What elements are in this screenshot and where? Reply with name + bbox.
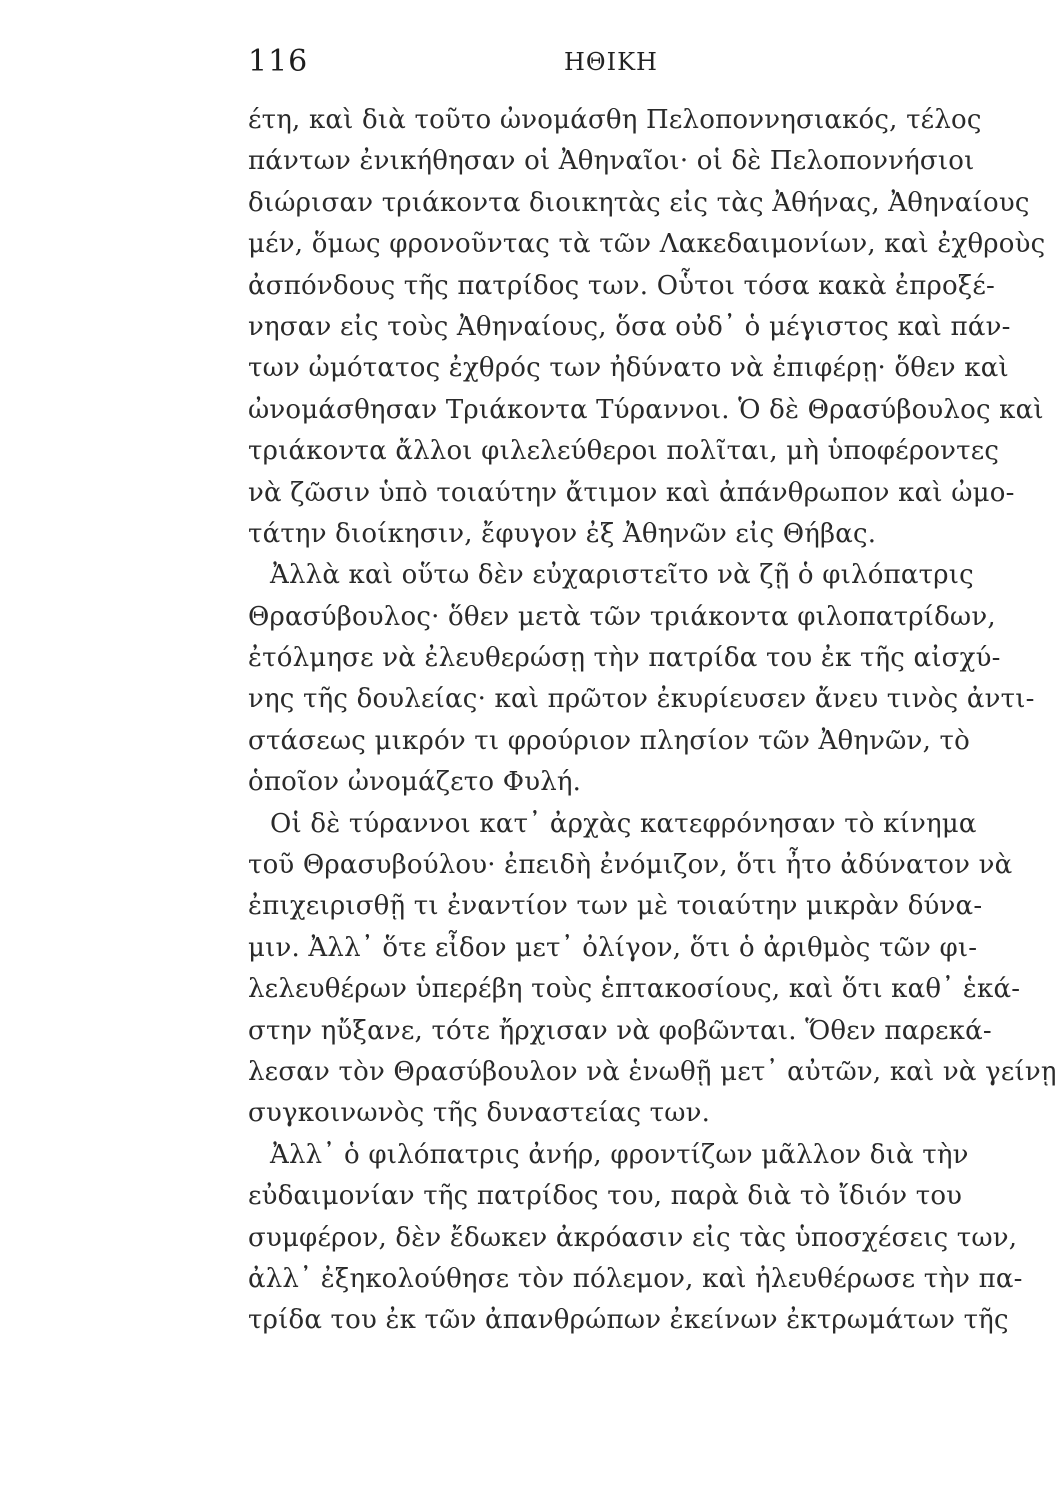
paragraph-start-line: Οἱ δὲ τύραννοι κατ᾿ ἀρχὰς κατεφρόνησαν τὸ κίνημα xyxy=(270,808,977,839)
text-line: συμφέρον, δὲν ἔδωκεν ἀκρόασιν εἰς τὰς ὑποσχέσεις των, xyxy=(248,1222,1018,1253)
page-number: 116 xyxy=(248,44,309,79)
text-line: πάντων ἐνικήθησαν οἱ Ἀθηναῖοι· οἱ δὲ Πελοποννήσιοι xyxy=(248,146,975,177)
body-text xyxy=(248,100,1057,1342)
text-line: συγκοινωνὸς τῆς δυναστείας των. xyxy=(248,1098,711,1129)
page-header xyxy=(248,44,960,92)
text-line: ἐπιχειρισθῇ τι ἐναντίον των μὲ τοιαύτην μικρὰν δύνα- xyxy=(248,891,983,922)
paragraph-start-line: Ἀλλ᾿ ὁ φιλόπατρις ἀνήρ, φροντίζων μᾶλλον διὰ τὴν xyxy=(270,1139,969,1170)
text-line: των ὠμότατος ἐχθρός των ἠδύνατο νὰ ἐπιφέρῃ· ὅθεν καὶ xyxy=(248,353,1009,384)
text-line: τριάκοντα ἄλλοι φιλελεύθεροι πολῖται, μὴ ὑποφέροντες xyxy=(248,436,1000,467)
text-line: ἀλλ᾿ ἐξηκολούθησε τὸν πόλεμον, καὶ ἠλευθέρωσε τὴν πα- xyxy=(248,1263,1023,1294)
text-line: λεσαν τὸν Θρασύβουλον νὰ ἑνωθῇ μετ᾿ αὐτῶν, καὶ νὰ γείνῃ xyxy=(248,1056,1057,1087)
text-line: λελευθέρων ὑπερέβη τοὺς ἑπτακοσίους, καὶ ὅτι καθ᾿ ἑκά- xyxy=(248,974,1021,1005)
text-line: ἀσπόνδους τῆς πατρίδος των. Οὗτοι τόσα κακὰ ἐπροξέ- xyxy=(248,270,995,301)
text-line: στάσεως μικρόν τι φρούριον πλησίον τῶν Ἀθηνῶν, τὸ xyxy=(248,725,970,756)
text-line: νησαν εἰς τοὺς Ἀθηναίους, ὅσα οὐδ᾿ ὁ μέγιστος καὶ πάν- xyxy=(248,311,1011,342)
text-line: ὠνομάσθησαν Τριάκοντα Τύραννοι. Ὁ δὲ Θρασύβουλος καὶ xyxy=(248,394,1044,425)
running-title: ΗΘΙΚΗ xyxy=(564,48,658,76)
text-line: Θρασύβουλος· ὅθεν μετὰ τῶν τριάκοντα φιλοπατρίδων, xyxy=(248,601,996,632)
text-line: εὐδαιμονίαν τῆς πατρίδος του, παρὰ διὰ τὸ ἴδιόν του xyxy=(248,1181,963,1212)
text-line: τάτην διοίκησιν, ἔφυγον ἐξ Ἀθηνῶν εἰς Θήβας. xyxy=(248,518,877,549)
paragraph-start-line: Ἀλλὰ καὶ οὕτω δὲν εὐχαριστεῖτο νὰ ζῇ ὁ φιλόπατρις xyxy=(270,560,974,591)
text-line: νης τῆς δουλείας· καὶ πρῶτον ἐκυρίευσεν ἄνευ τινὸς ἀντι- xyxy=(248,684,1035,715)
text-line: έτη, καὶ διὰ τοῦτο ὠνομάσθη Πελοποννησιακός, τέλος xyxy=(248,105,982,135)
text-line: ὁποῖον ὠνομάζετο Φυλή. xyxy=(248,767,582,798)
text-line: διώρισαν τριάκοντα διοικητὰς εἰς τὰς Ἀθήνας, Ἀθηναίους xyxy=(248,187,1030,218)
text-line: μιν. Ἀλλ᾿ ὅτε εἶδον μετ᾿ ὀλίγον, ὅτι ὁ ἀριθμὸς τῶν φι- xyxy=(248,932,978,963)
text-line: τρίδα του ἐκ τῶν ἀπανθρώπων ἐκείνων ἐκτρωμάτων τῆς xyxy=(248,1305,1009,1336)
text-line: στην ηὔξανε, τότε ἤρχισαν νὰ φοβῶνται. Ὅθεν παρεκά- xyxy=(248,1015,992,1046)
text-line: τοῦ Θρασυβούλου· ἐπειδὴ ἐνόμιζον, ὅτι ἦτο ἀδύνατον νὰ xyxy=(248,850,1013,881)
text-line: νὰ ζῶσιν ὑπὸ τοιαύτην ἄτιμον καὶ ἀπάνθρωπον καὶ ὠμο- xyxy=(248,477,1015,508)
text-line: μέν, ὅμως φρονοῦντας τὰ τῶν Λακεδαιμονίων, καὶ ἐχθροὺς xyxy=(248,229,1046,260)
text-line: ἐτόλμησε νὰ ἐλευθερώσῃ τὴν πατρίδα του ἐκ τῆς αἰσχύ- xyxy=(248,643,1001,674)
